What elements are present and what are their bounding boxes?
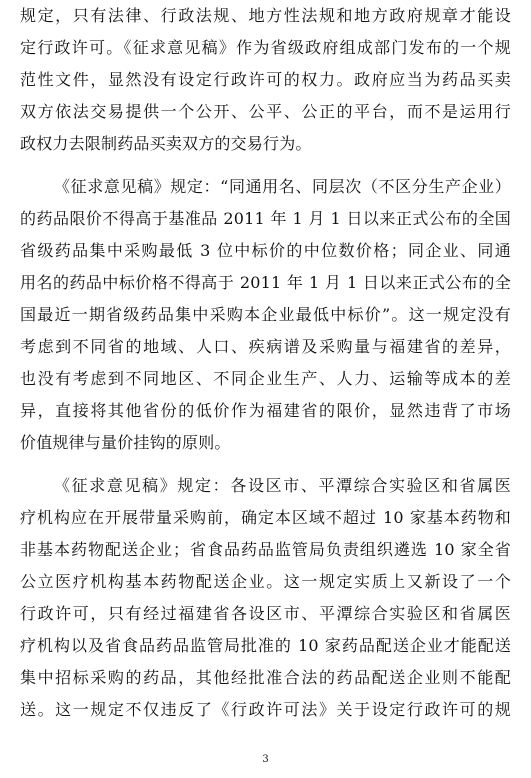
text-line: 异，直接将其他省份的低价作为福建省的限价，显然违背了市场 <box>20 401 511 420</box>
text-line: 集中招标采购的药品，其他经批准合法的药品配送企业则不能配 <box>20 668 511 687</box>
text-line: 疗机构应在开展带量采购前，确定本区域不超过 10 家基本药物和 <box>20 508 511 527</box>
page-number: 3 <box>262 754 269 765</box>
text-line: 价值规律与量价挂钩的原则。 <box>20 433 231 452</box>
text-line: 送。这一规定不仅违反了《行政许可法》关于设定行政许可的规 <box>20 700 511 719</box>
text-line: 考虑到不同省的地域、人口、疾病谱及采购量与福建省的差异， <box>20 337 511 356</box>
text-line: 公立医疗机构基本药物配送企业。这一规定实质上又新设了一个 <box>20 572 511 591</box>
text-line: 政权力去限制药品买卖双方的交易行为。 <box>20 134 312 153</box>
text-line: 省级药品集中采购最低 3 位中标价的中位数价格；同企业、同通 <box>20 241 511 260</box>
text-line: 行政许可，只有经过福建省各设区市、平潭综合实验区和省属医 <box>20 604 511 623</box>
text-line: 用名的药品中标价格不得高于 2011 年 1 月 1 日以来正式公布的全 <box>20 273 511 292</box>
text-line: 范性文件，显然没有设定行政许可的权力。政府应当为药品买卖 <box>20 70 511 89</box>
text-line: 《征求意见稿》规定：“同通用名、同层次（不区分生产企业） <box>54 177 511 196</box>
text-line: 国最近一期省级药品集中采购本企业最低中标价”。这一规定没有 <box>20 305 511 324</box>
text-line: 疗机构以及省食品药品监管局批准的 10 家药品配送企业才能配送 <box>20 636 511 655</box>
text-line: 《征求意见稿》规定：各设区市、平潭综合实验区和省属医 <box>54 476 511 495</box>
text-line: 的药品限价不得高于基准品 2011 年 1 月 1 日以来正式公布的全国 <box>20 209 511 228</box>
text-line: 双方依法交易提供一个公开、公平、公正的平台，而不是运用行 <box>20 102 511 121</box>
text-line: 非基本药物配送企业；省食品药品监管局负责组织遴选 10 家全省 <box>20 540 511 559</box>
text-line: 规定，只有法律、行政法规、地方性法规和地方政府规章才能设 <box>20 6 511 25</box>
text-line: 也没有考虑到不同地区、不同企业生产、人力、运输等成本的差 <box>20 369 511 388</box>
text-line: 定行政许可。《征求意见稿》作为省级政府组成部门发布的一个规 <box>20 38 511 57</box>
